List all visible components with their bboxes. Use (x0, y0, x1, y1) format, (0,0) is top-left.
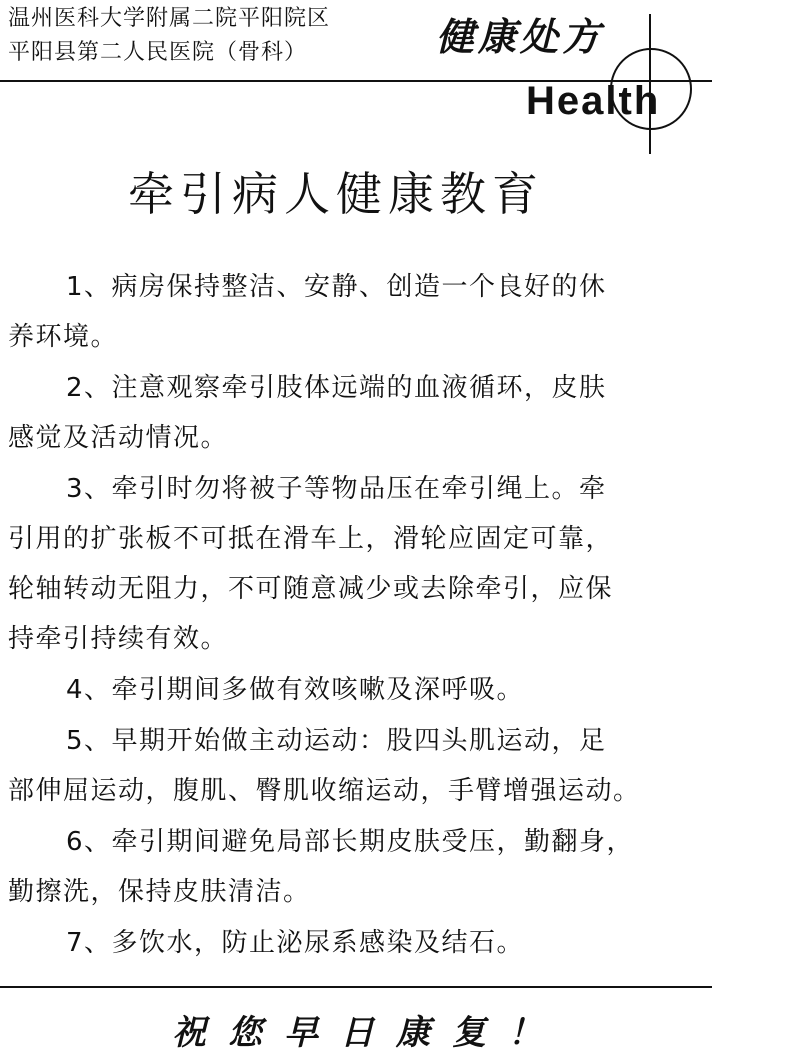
education-item-5: 5、早期开始做主动运动：股四头肌运动，足 部伸屈运动，腹肌、臀肌收缩运动，手臂增强运动。 (8, 726, 641, 806)
hospital-name-line2: 平阳县第二人民医院（骨科） (8, 40, 308, 65)
footer-wish: 祝您早日康复！ (172, 1013, 564, 1053)
education-item-2: 2、注意观察牵引肢体远端的血液循环，皮肤 感觉及活动情况。 (8, 373, 607, 453)
education-item-3: 3、牵引时勿将被子等物品压在牵引绳上。牵 引用的扩张板不可抵在滑车上，滑轮应固定可靠， 轮轴转动无阻力，不可随意减少或去除牵引，应保 持牵引持续有效。 (8, 474, 614, 654)
header-divider (0, 80, 712, 82)
education-item-4: 4、牵引期间多做有效咳嗽及深呼吸。 (66, 675, 525, 705)
logo-health-text: Health (526, 79, 661, 123)
page-title: 牵引病人健康教育 (128, 167, 544, 221)
hospital-name-block (8, 2, 330, 70)
education-item-1: 1、病房保持整洁、安静、创造一个良好的休 养环境。 (8, 272, 607, 352)
education-list (8, 262, 740, 969)
footer-divider (0, 986, 712, 988)
education-item-7: 7、多饮水，防止泌尿系感染及结石。 (66, 928, 525, 958)
education-item-6: 6、牵引期间避免局部长期皮肤受压，勤翻身， 勤擦洗，保持皮肤清洁。 (8, 827, 635, 907)
logo-title: 健康处方 (436, 14, 605, 59)
hospital-name-line1: 温州医科大学附属二院平阳院区 (8, 6, 331, 31)
